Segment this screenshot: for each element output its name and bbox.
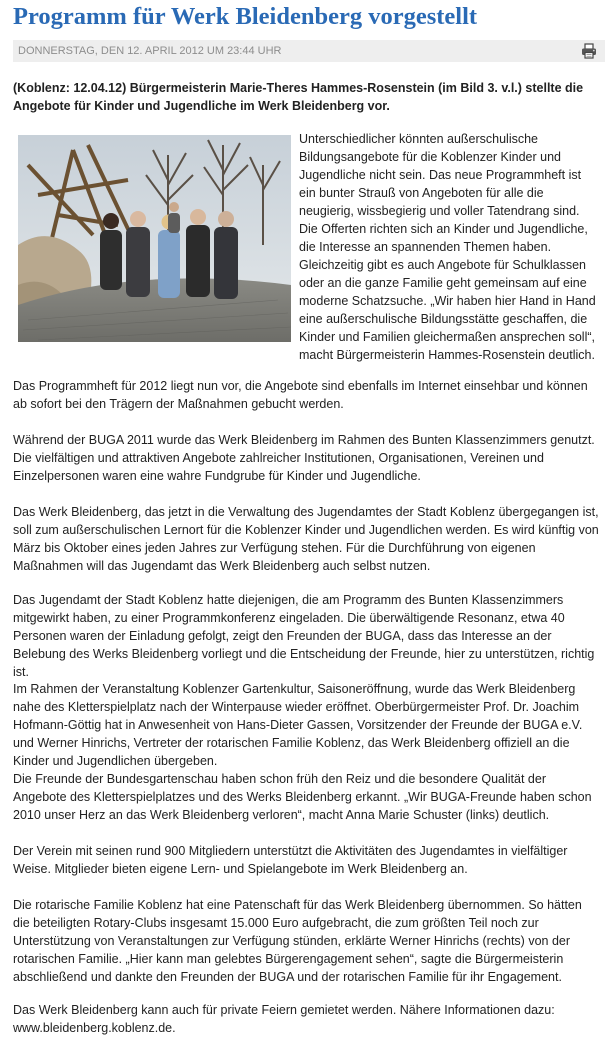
publish-date: DONNERSTAG, DEN 12. APRIL 2012 UM 23:44 UHR xyxy=(18,45,282,57)
paragraph-7: Die Freunde der Bundesgartenschau haben schon früh den Reiz und die besondere Qualität der Angebote des Kletterspielplatzes und des Werks Bleidenberg erkannt. „Wir BUGA-Freunde haben schon 2010 unser Herz an das Werk Bleidenberg verloren“, macht Anna Marie Schuster (links) deutlich. xyxy=(13,772,592,822)
paragraph-2: Das Programmheft für 2012 liegt nun vor, die Angebote sind ebenfalls im Internet einsehbar und können ab sofort bei den Trägern der Maßnahmen gebucht werden. xyxy=(13,379,588,411)
paragraph-1: Unterschiedlicher könnten außerschulische Bildungsangebote für die Koblenzer Kinder und Jugendliche nicht sein. Das neue Programmheft ist ein bunter Strauß von Angeboten für alle die neugierig, wissbegierig und voller Tatendrang sind. Die Offerten richten sich an Kinder und Jugendliche, die Interesse an spannenden Themen haben. Gleichzeitig gibt es auch Angebote für Schulklassen oder an die ganze Familie geht gemeinsam auf eine moderne Schatzsuche. „Wir haben hier Hand in Hand eine außerschulische Bildungsstätte geschaffen, die Kinder und Familien gleichermaßen ansprechen soll“, macht Bürgermeisterin Hammes-Rosenstein deutlich. xyxy=(299,132,596,362)
printer-icon[interactable] xyxy=(580,42,598,60)
paragraph-5: Das Jugendamt der Stadt Koblenz hatte diejenigen, die am Programm des Bunten Klassenzimmers mitgewirkt haben, zu einer Programmkonferenz eingeladen. Die überwältigende Resonanz, etwa 40 Personen waren der Einladung gefolgt, zeigt den Freunden der BUGA, dass das Interesse an der Belebung des Werks Bleidenberg vorliegt und die Entscheidung der Freunde, hier zu unterstützen, richtig ist. xyxy=(13,593,595,679)
paragraph-3: Während der BUGA 2011 wurde das Werk Bleidenberg im Rahmen des Bunten Klassenzimmers genutzt. Die vielfältigen und attraktiven Angebote zahlreicher Institutionen, Organisationen, Vereinen und Einzelpersonen waren eine wahre Fundgrube für Kinder und Jugendliche. xyxy=(13,433,595,483)
paragraph-4: Das Werk Bleidenberg, das jetzt in die Verwaltung des Jugendamtes der Stadt Koblenz übergegangen ist, soll zum außerschulischen Lernort für die Koblenzer Kinder und Jugendlichen werden. Es wird künftig von März bis Oktober eines jeden Jahres zur Verfügung stehen. Für die Durchführung von eigenen Maßnahmen will das Jugendamt das Werk Bleidenberg auch selbst nutzen. xyxy=(13,505,599,573)
article-photo xyxy=(18,135,291,342)
article-title[interactable]: Programm für Werk Bleidenberg vorgestellt xyxy=(13,3,478,30)
paragraph-8: Der Verein mit seinen rund 900 Mitgliedern unterstützt die Aktivitäten des Jugendamtes in vielfältiger Weise. Mitglieder bieten eigene Lern- und Spielangebote im Werk Bleidenberg an. xyxy=(13,844,568,876)
lead-paragraph: (Koblenz: 12.04.12) Bürgermeisterin Marie-Theres Hammes-Rosenstein (im Bild 3. v.l.) stellte die Angebote für Kinder und Jugendliche im Werk Bleidenberg vor. xyxy=(13,81,584,113)
paragraph-10: Das Werk Bleidenberg kann auch für private Feiern gemietet werden. Nähere Informationen dazu: www.bleidenberg.koblenz.de. xyxy=(13,1003,555,1035)
date-bar xyxy=(13,40,605,62)
paragraph-9: Die rotarische Familie Koblenz hat eine Patenschaft für das Werk Bleidenberg übernommen. So hätten die beteiligten Rotary-Clubs insgesamt 15.000 Euro aufgebracht, die zum größten Teil noch zur Unterstützung von Veranstaltungen zur Verfügung stünden, erklärte Werner Hinrichs (rechts) von der rotarischen Familie. „Hier kann man gelebtes Bürgerengagement sehen“, sagte die Bürgermeisterin abschließend und dankte den Freunden der BUGA und der rotarischen Familie für ihr Engagement. xyxy=(13,898,582,984)
paragraph-6: Im Rahmen der Veranstaltung Koblenzer Gartenkultur, Saisoneröffnung, wurde das Werk Bleidenberg nahe des Kletterspielplatz nach der Winterpause wieder eröffnet. Oberbürgermeister Prof. Dr. Joachim Hofmann-Göttig hat in Anwesenheit von Hans-Dieter Gassen, Vorsitzender der Freunde der BUGA e.V. und Werner Hinrichs, Vertreter der rotarischen Familie Koblenz, das Werk Bleidenberg offiziell an die Kinder und Jugendlichen übergeben. xyxy=(13,682,583,768)
